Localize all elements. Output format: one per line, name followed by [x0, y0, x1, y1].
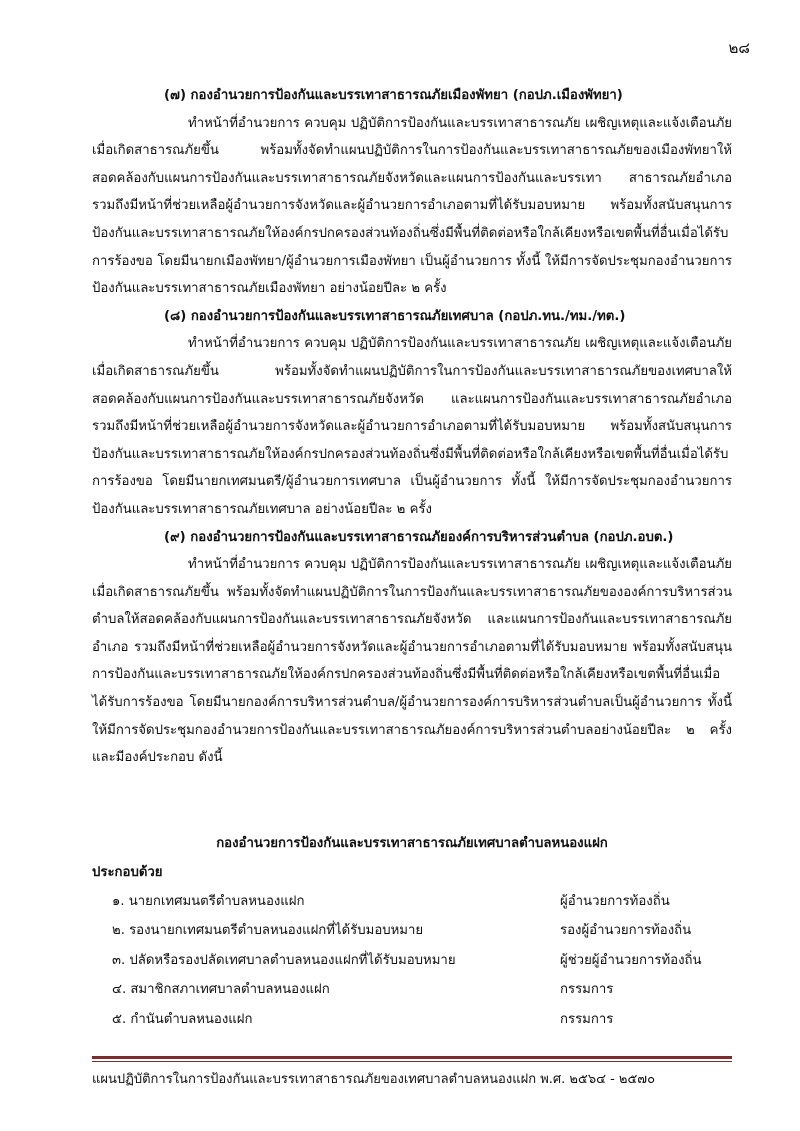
section-body-7: ทำหน้าที่อำนวยการ ควบคุม ปฏิบัติการป้องกันและบรรเทาสาธารณภัย เผชิญเหตุและแจ้งเตือนภัยเมื่อเกิดสาธารณภัยขึ้น พร้อมทั้งจัดทำแผนปฏิบัติการในการป้องกันและบรรเทาสาธารณภัยของเมืองพัทยาให้สอดคล้องกับแผนการป้องกันและบรรเทาสาธารณภัยจังหวัดและแผนการป้องกันและบรรเทา สาธารณภัยอำเภอ รวมถึงมีหน้าที่ช่วยเหลือผู้อำนวยการจังหวัดและผู้อำนวยการอำเภอตามที่ได้รับมอบหมาย พร้อมทั้งสนับสนุนการป้องกันและบรรเทาสาธารณภัยให้องค์กรปกครองส่วนท้องถิ่นซึ่งมีพื้นที่ติดต่อหรือใกล้เคียงหรือเขตพื้นที่อื่นเมื่อได้รับการร้องขอ โดยมีนายกเมืองพัทยา/ผู้อำนวยการเมืองพัทยา เป็นผู้อำนวยการ ทั้งนี้ ให้มีการจัดประชุมกองอำนวยการป้องกันและบรรเทาสาธารณภัยเมืองพัทยา อย่างน้อยปีละ ๒ ครั้ง: [92, 115, 732, 297]
section-heading-8: (๘) กองอำนวยการป้องกันและบรรเทาสาธารณภัยเทศบาล (กอปภ.ทน./ทม./ทต.): [164, 308, 626, 324]
member-role: ผู้ช่วยผู้อำนวยการท้องถิ่น: [560, 952, 702, 968]
section-heading-9: (๙) กองอำนวยการป้องกันและบรรเทาสาธารณภัยองค์การบริหารส่วนตำบล (กอปภ.อบต.): [164, 529, 674, 545]
member-name: ๔. สมาชิกสภาเทศบาลตำบลหนองแฝก: [112, 982, 330, 998]
members-label: ประกอบด้วย: [92, 865, 163, 881]
section-heading-7: (๗) กองอำนวยการป้องกันและบรรเทาสาธารณภัยเมืองพัทยา (กอปภ.เมืองพัทยา): [164, 88, 623, 103]
member-role: ผู้อำนวยการท้องถิ่น: [560, 893, 670, 909]
member-name: ๓. ปลัดหรือรองปลัดเทศบาลตำบลหนองแฝกที่ได้รับมอบหมาย: [112, 952, 456, 968]
footer-divider-thin: [92, 1061, 732, 1062]
member-role: กรรมการ: [560, 1011, 614, 1027]
member-role: รองผู้อำนวยการท้องถิ่น: [560, 923, 692, 939]
member-row: [92, 946, 732, 976]
section-body-8: ทำหน้าที่อำนวยการ ควบคุม ปฏิบัติการป้องกันและบรรเทาสาธารณภัย เผชิญเหตุและแจ้งเตือนภัยเมื่อเกิดสาธารณภัยขึ้น พร้อมทั้งจัดทำแผนปฏิบัติการในการป้องกันและบรรเทาสาธารณภัยของเทศบาลให้สอดคล้องกับแผนการป้องกันและบรรเทาสาธารณภัยจังหวัด และแผนการป้องกันและบรรเทาสาธารณภัยอำเภอ รวมถึงมีหน้าที่ช่วยเหลือผู้อำนวยการจังหวัดและผู้อำนวยการอำเภอตามที่ได้รับมอบหมาย พร้อมทั้งสนับสนุนการป้องกันและบรรเทาสาธารณภัยให้องค์กรปกครองส่วนท้องถิ่นซึ่งมีพื้นที่ติดต่อหรือใกล้เคียงหรือเขตพื้นที่อื่นเมื่อได้รับการร้องขอ โดยมีนายกเทศมนตรี/ผู้อำนวยการเทศบาล เป็นผู้อำนวยการ ทั้งนี้ ให้มีการจัดประชุมกองอำนวยการป้องกันและบรรเทาสาธารณภัยเทศบาล อย่างน้อยปีละ ๒ ครั้ง: [92, 336, 732, 517]
member-row: [92, 1005, 732, 1035]
page-number: ๒๘: [728, 39, 750, 57]
member-row: [92, 976, 732, 1006]
member-name: ๕. กำนันตำบลหนองแฝก: [112, 1011, 253, 1027]
member-row: [92, 917, 732, 947]
footer-divider-thick: [92, 1056, 732, 1059]
document-body: [92, 82, 732, 1035]
footer-text: แผนปฏิบัติการในการป้องกันและบรรเทาสาธารณภัยของเทศบาลตำบลหนองแฝก พ.ศ. ๒๕๖๔ - ๒๕๗๐: [92, 1072, 656, 1087]
member-role: กรรมการ: [560, 982, 614, 998]
member-name: ๑. นายกเทศมนตรีตำบลหนองแฝก: [112, 893, 305, 909]
member-name: ๒. รองนายกเทศมนตรีตำบลหนองแฝกที่ได้รับมอบหมาย: [112, 923, 424, 939]
member-list: [92, 887, 732, 1035]
section-body-9: ทำหน้าที่อำนวยการ ควบคุม ปฏิบัติการป้องกันและบรรเทาสาธารณภัย เผชิญเหตุและแจ้งเตือนภัยเมื่อเกิดสาธารณภัยขึ้น พร้อมทั้งจัดทำแผนปฏิบัติการในการป้องกันและบรรเทาสาธารณภัยขององค์การบริหารส่วนตำบลให้สอดคล้องกับแผนการป้องกันและบรรเทาสาธารณภัยจังหวัด และแผนการป้องกันและบรรเทาสาธารณภัยอำเภอ รวมถึงมีหน้าที่ช่วยเหลือผู้อำนวยการจังหวัดและผู้อำนวยการอำเภอตามที่ได้รับมอบหมาย พร้อมทั้งสนับสนุนการป้องกันและบรรเทาสาธารณภัยให้องค์กรปกครองส่วนท้องถิ่นซึ่งมีพื้นที่ติดต่อหรือใกล้เคียงหรือเขตพื้นที่อื่นเมื่อได้รับการร้องขอ โดยมีนายกองค์การบริหารส่วนตำบล/ผู้อำนวยการองค์การบริหารส่วนตำบลเป็นผู้อำนวยการ ทั้งนี้ ให้มีการจัดประชุมกองอำนวยการป้องกันและบรรเทาสาธารณภัยองค์การบริหารส่วนตำบลอย่างน้อยปีละ ๒ ครั้ง และมีองค์ประกอบ ดังนี้: [92, 557, 732, 766]
committee-title: กองอำนวยการป้องกันและบรรเทาสาธารณภัยเทศบาลตำบลหนองแฝก: [216, 835, 608, 851]
member-row: [92, 887, 732, 917]
